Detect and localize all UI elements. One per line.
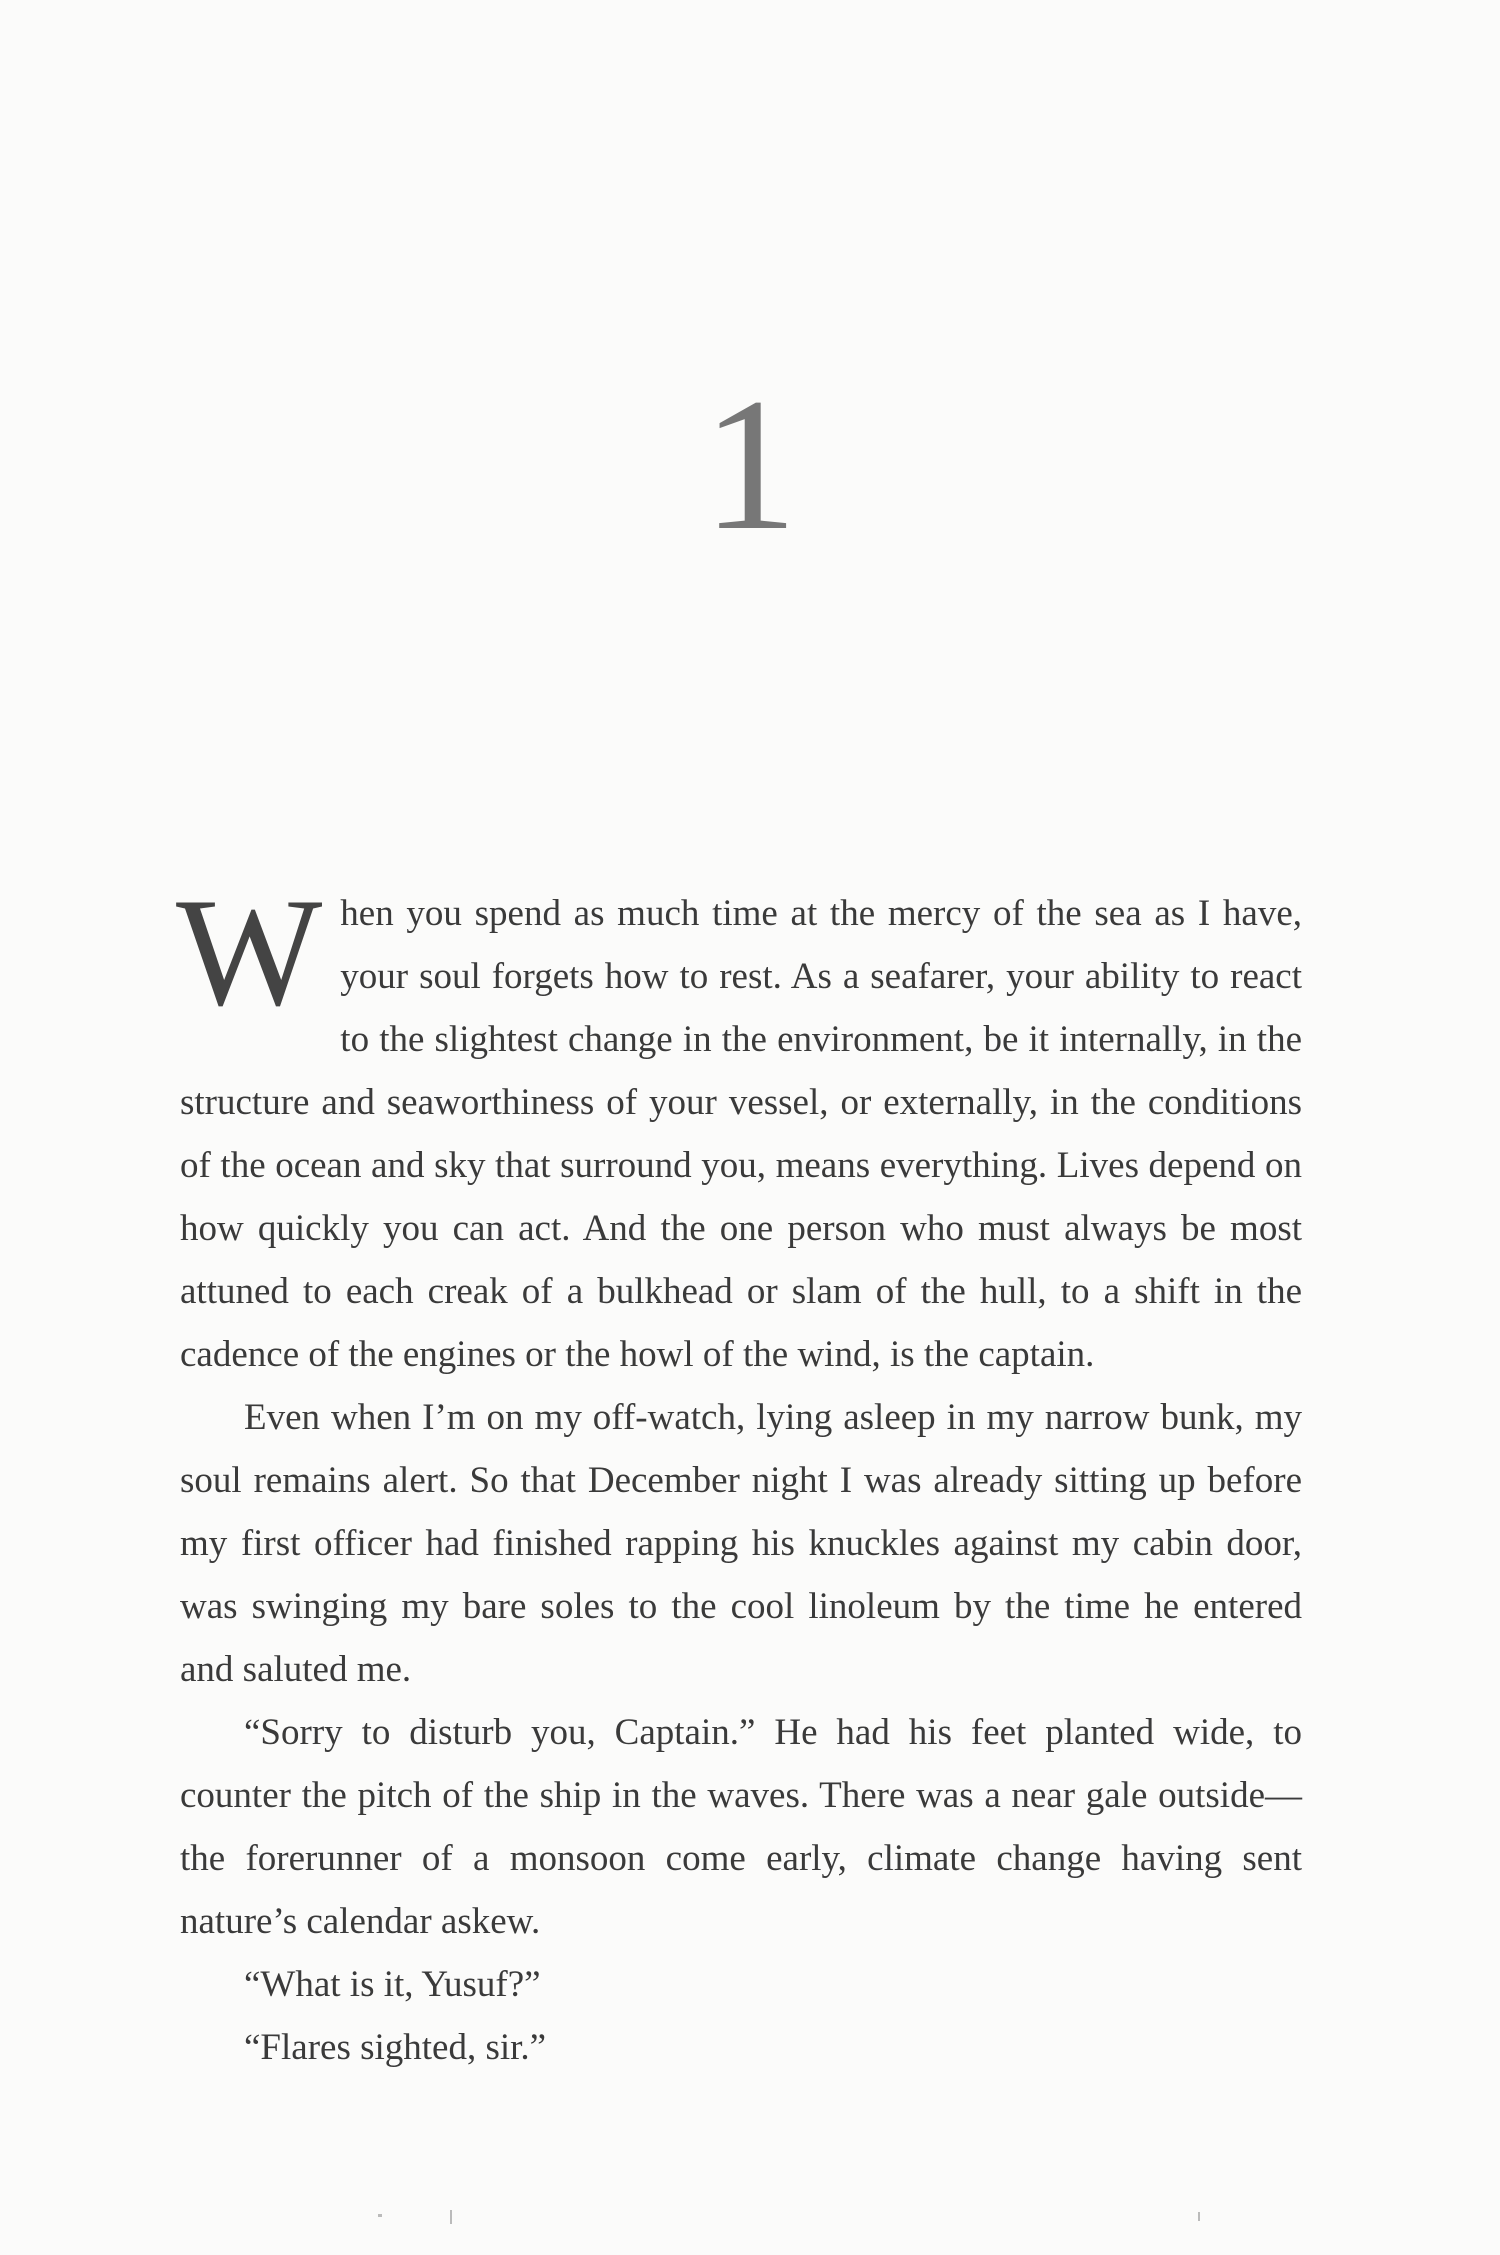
paragraph-opening [176, 866, 1302, 1386]
dialogue-line: “What is it, Yusuf?” [244, 1964, 541, 2005]
chapter-body [176, 866, 1302, 2079]
drop-cap: W [176, 866, 323, 1038]
paragraph-opening-text: hen you spend as much time at the mercy of the sea as I have, your soul forgets how to rest. As a seafarer, your ability to react to the slightest change in the environment, be it internally, in the structure and seaworthiness of your vessel, or externally, in the conditions of the ocean and sky that surround you, means everything. Lives depend on how quickly you can act. And the one person who must always be most attuned to each creak of a bulkhead or slam of the hull, to a shift in the cadence of the engines or the howl of the wind, is the captain. [180, 893, 1302, 1375]
scan-speck [1198, 2212, 1200, 2221]
paragraph: Even when I’m on my off-watch, lying asleep in my narrow bunk, my soul remains alert. So that December night I was already sitting up before my first officer had finished rapping his knuckles against my cabin door, was swinging my bare soles to the cool linoleum by the time he entered and saluted me. [180, 1397, 1302, 1690]
chapter-number: 1 [702, 360, 798, 570]
dialogue-line: “Flares sighted, sir.” [244, 2027, 547, 2068]
scan-speck [378, 2214, 382, 2217]
scan-speck [450, 2210, 452, 2224]
paragraph: “Sorry to disturb you, Captain.” He had his feet planted wide, to counter the pitch of the ship in the waves. There was a near gale outside—the forerunner of a monsoon come early, climate change having sent nature’s calendar askew. [180, 1712, 1302, 1942]
